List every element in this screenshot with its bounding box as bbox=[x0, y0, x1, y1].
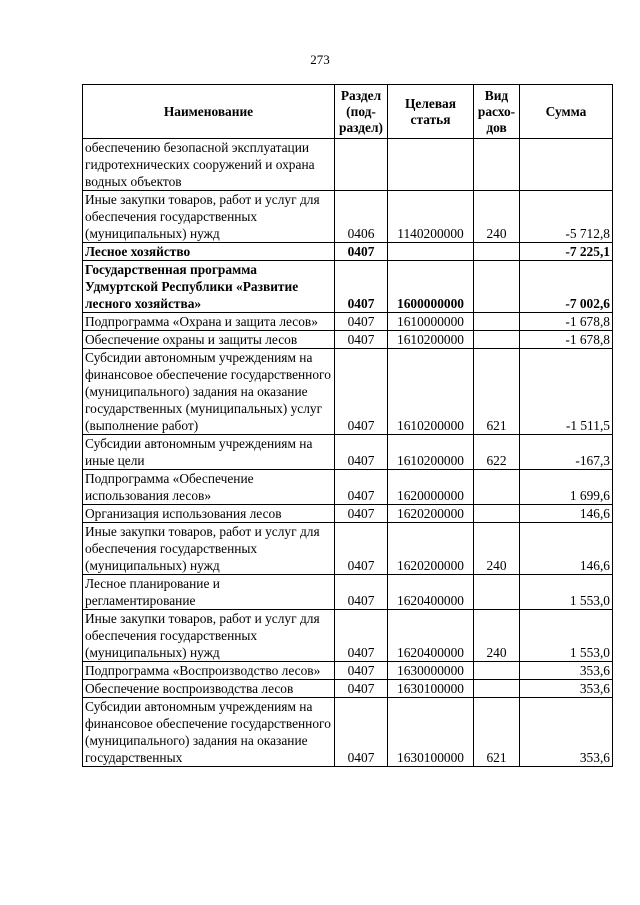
cell-kind bbox=[474, 662, 520, 680]
cell-sum: 146,6 bbox=[520, 523, 613, 575]
cell-kind bbox=[474, 331, 520, 349]
cell-kind: 622 bbox=[474, 435, 520, 470]
cell-sum: 1 553,0 bbox=[520, 575, 613, 610]
cell-section: 0407 bbox=[335, 470, 388, 505]
table-row bbox=[83, 349, 613, 435]
cell-kind bbox=[474, 505, 520, 523]
cell-sum: 353,6 bbox=[520, 698, 613, 767]
cell-target bbox=[388, 139, 474, 191]
cell-section: 0407 bbox=[335, 261, 388, 313]
cell-sum bbox=[520, 139, 613, 191]
table-row bbox=[83, 191, 613, 243]
cell-sum: -1 678,8 bbox=[520, 331, 613, 349]
cell-sum: 1 553,0 bbox=[520, 610, 613, 662]
cell-section: 0407 bbox=[335, 610, 388, 662]
table-row bbox=[83, 435, 613, 470]
cell-name: Организация использования лесов bbox=[83, 505, 335, 523]
cell-sum: -1 511,5 bbox=[520, 349, 613, 435]
cell-target: 1610000000 bbox=[388, 313, 474, 331]
cell-kind bbox=[474, 470, 520, 505]
table-row bbox=[83, 331, 613, 349]
cell-kind bbox=[474, 575, 520, 610]
table-row bbox=[83, 243, 613, 261]
cell-section: 0407 bbox=[335, 349, 388, 435]
cell-sum: 353,6 bbox=[520, 680, 613, 698]
table-row bbox=[83, 313, 613, 331]
header-kind: Вид расхо- дов bbox=[474, 85, 520, 139]
cell-sum: -7 225,1 bbox=[520, 243, 613, 261]
cell-kind: 621 bbox=[474, 349, 520, 435]
cell-name: Обеспечение охраны и защиты лесов bbox=[83, 331, 335, 349]
cell-target: 1610200000 bbox=[388, 349, 474, 435]
cell-target bbox=[388, 243, 474, 261]
cell-sum: 353,6 bbox=[520, 662, 613, 680]
cell-target: 1600000000 bbox=[388, 261, 474, 313]
cell-section: 0407 bbox=[335, 243, 388, 261]
cell-kind bbox=[474, 680, 520, 698]
cell-name: Лесное планирование и регламентирование bbox=[83, 575, 335, 610]
table-row bbox=[83, 261, 613, 313]
cell-name: Подпрограмма «Обеспечение использования лесов» bbox=[83, 470, 335, 505]
table-body bbox=[83, 139, 613, 767]
cell-sum: 146,6 bbox=[520, 505, 613, 523]
cell-kind bbox=[474, 243, 520, 261]
table-row bbox=[83, 698, 613, 767]
cell-section: 0407 bbox=[335, 435, 388, 470]
table-row bbox=[83, 470, 613, 505]
cell-name: Субсидии автономным учреждениям на финансовое обеспечение государственного (муниципального) задания на оказание государственных bbox=[83, 698, 335, 767]
table-row bbox=[83, 139, 613, 191]
cell-name: Иные закупки товаров, работ и услуг для обеспечения государственных (муниципальных) нужд bbox=[83, 523, 335, 575]
cell-target: 1620000000 bbox=[388, 470, 474, 505]
budget-table bbox=[82, 84, 613, 767]
table-header-row bbox=[83, 85, 613, 139]
cell-sum: -167,3 bbox=[520, 435, 613, 470]
table-row bbox=[83, 575, 613, 610]
cell-name: Субсидии автономным учреждениям на финансовое обеспечение государственного (муниципального) задания на оказание государственных (муниципальных) услуг (выполнение работ) bbox=[83, 349, 335, 435]
cell-kind: 621 bbox=[474, 698, 520, 767]
cell-target: 1140200000 bbox=[388, 191, 474, 243]
cell-section: 0407 bbox=[335, 523, 388, 575]
cell-target: 1620200000 bbox=[388, 523, 474, 575]
cell-kind: 240 bbox=[474, 191, 520, 243]
header-sum: Сумма bbox=[520, 85, 613, 139]
cell-section: 0407 bbox=[335, 313, 388, 331]
cell-sum: -5 712,8 bbox=[520, 191, 613, 243]
cell-target: 1620400000 bbox=[388, 610, 474, 662]
cell-name: обеспечению безопасной эксплуатации гидротехнических сооружений и охрана водных объектов bbox=[83, 139, 335, 191]
cell-sum: 1 699,6 bbox=[520, 470, 613, 505]
cell-kind: 240 bbox=[474, 523, 520, 575]
cell-name: Подпрограмма «Охрана и защита лесов» bbox=[83, 313, 335, 331]
cell-kind: 240 bbox=[474, 610, 520, 662]
cell-section: 0407 bbox=[335, 505, 388, 523]
cell-kind bbox=[474, 313, 520, 331]
cell-section: 0406 bbox=[335, 191, 388, 243]
cell-name: Субсидии автономным учреждениям на иные цели bbox=[83, 435, 335, 470]
cell-target: 1620200000 bbox=[388, 505, 474, 523]
cell-section: 0407 bbox=[335, 662, 388, 680]
header-name: Наименование bbox=[83, 85, 335, 139]
table-row bbox=[83, 662, 613, 680]
cell-section bbox=[335, 139, 388, 191]
cell-section: 0407 bbox=[335, 698, 388, 767]
table-row bbox=[83, 680, 613, 698]
cell-section: 0407 bbox=[335, 680, 388, 698]
cell-name: Государственная программа Удмуртской Республики «Развитие лесного хозяйства» bbox=[83, 261, 335, 313]
cell-name: Иные закупки товаров, работ и услуг для обеспечения государственных (муниципальных) нужд bbox=[83, 191, 335, 243]
page-number: 273 bbox=[310, 52, 330, 67]
cell-section: 0407 bbox=[335, 331, 388, 349]
cell-target: 1630100000 bbox=[388, 680, 474, 698]
cell-target: 1610200000 bbox=[388, 331, 474, 349]
cell-target: 1610200000 bbox=[388, 435, 474, 470]
header-target: Целевая статья bbox=[388, 85, 474, 139]
cell-name: Подпрограмма «Воспроизводство лесов» bbox=[83, 662, 335, 680]
cell-target: 1630000000 bbox=[388, 662, 474, 680]
cell-kind bbox=[474, 261, 520, 313]
cell-target: 1620400000 bbox=[388, 575, 474, 610]
cell-target: 1630100000 bbox=[388, 698, 474, 767]
cell-name: Лесное хозяйство bbox=[83, 243, 335, 261]
cell-kind bbox=[474, 139, 520, 191]
cell-sum: -1 678,8 bbox=[520, 313, 613, 331]
table-row bbox=[83, 610, 613, 662]
cell-sum: -7 002,6 bbox=[520, 261, 613, 313]
table-row bbox=[83, 505, 613, 523]
table-row bbox=[83, 523, 613, 575]
cell-section: 0407 bbox=[335, 575, 388, 610]
cell-name: Иные закупки товаров, работ и услуг для обеспечения государственных (муниципальных) нужд bbox=[83, 610, 335, 662]
cell-name: Обеспечение воспроизводства лесов bbox=[83, 680, 335, 698]
header-section: Раздел (под- раздел) bbox=[335, 85, 388, 139]
